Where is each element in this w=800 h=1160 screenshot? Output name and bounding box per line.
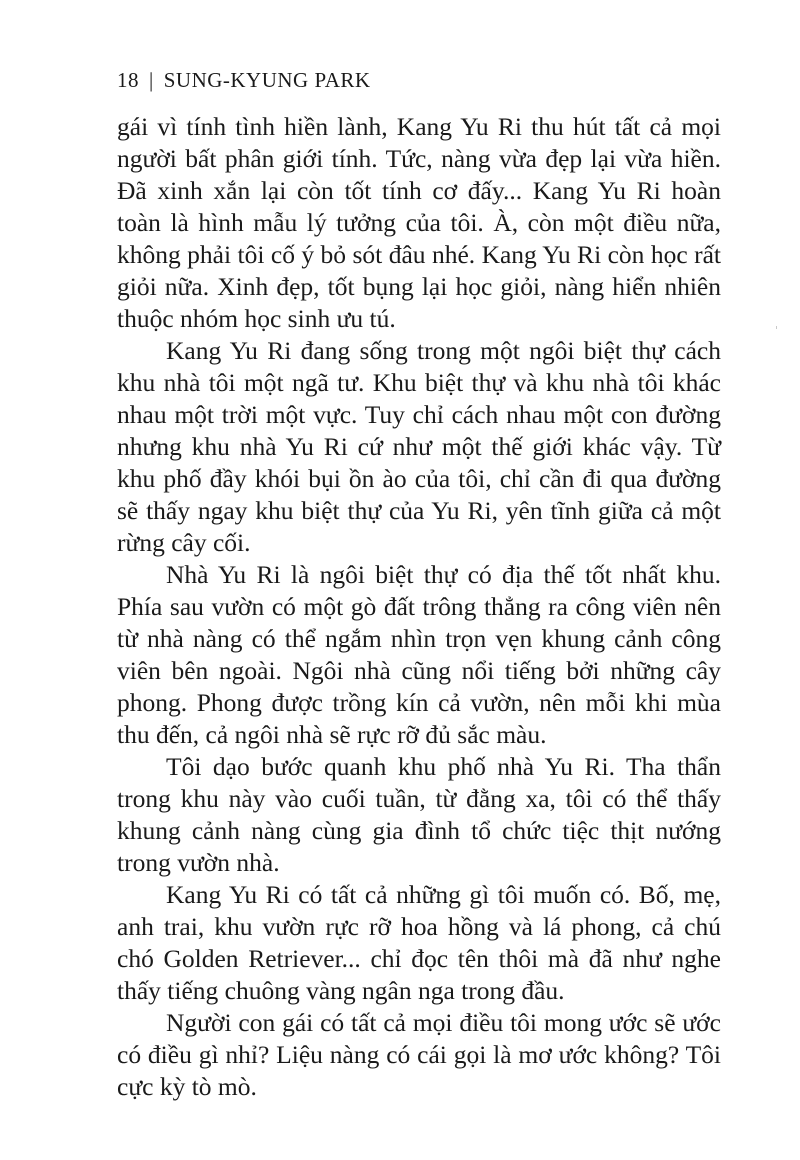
text-line: sẽ thấy ngay khu biệt thự của Yu Ri, yên tĩnh giữa cả một xyxy=(117,496,721,525)
text-line: Kang Yu Ri có tất cả những gì tôi muốn có. Bố, mẹ, xyxy=(166,880,721,909)
author-name: SUNG-KYUNG PARK xyxy=(163,68,371,92)
text-line: giỏi nữa. Xinh đẹp, tốt bụng lại học giỏi, nàng hiển nhiên xyxy=(117,272,721,301)
text-line: trong vườn nhà. xyxy=(117,848,280,877)
text-line: Người con gái có tất cả mọi điều tôi mong ước sẽ ước xyxy=(166,1008,721,1037)
body-text xyxy=(117,111,721,1103)
page-number: 18 xyxy=(117,68,139,92)
text-line: khu nhà tôi một ngã tư. Khu biệt thự và khu nhà tôi khác xyxy=(117,368,721,397)
text-line: gái vì tính tình hiền lành, Kang Yu Ri thu hút tất cả mọi xyxy=(117,112,721,141)
text-line: Kang Yu Ri đang sống trong một ngôi biệt thự cách xyxy=(166,336,721,365)
text-line: thuộc nhóm học sinh ưu tú. xyxy=(117,304,396,333)
text-line: toàn là hình mẫu lý tưởng của tôi. À, còn một điều nữa, xyxy=(117,208,721,237)
text-line: người bất phân giới tính. Tức, nàng vừa đẹp lại vừa hiền. xyxy=(117,144,721,173)
text-line: cực kỳ tò mò. xyxy=(117,1072,257,1101)
text-line: trong khu này vào cuối tuần, từ đằng xa, tôi có thể thấy xyxy=(117,784,721,813)
running-head xyxy=(117,64,371,96)
paragraph xyxy=(117,879,721,1007)
text-line: anh trai, khu vườn rực rỡ hoa hồng và lá phong, cả chú xyxy=(117,912,721,941)
text-line: viên bên ngoài. Ngôi nhà cũng nổi tiếng bởi những cây xyxy=(117,656,721,685)
text-line: Nhà Yu Ri là ngôi biệt thự có địa thế tốt nhất khu. xyxy=(166,560,721,589)
text-line: phong. Phong được trồng kín cả vườn, nên mỗi khi mùa xyxy=(117,688,721,717)
text-line: Tôi dạo bước quanh khu phố nhà Yu Ri. Tha thẩn xyxy=(166,752,721,781)
paragraph xyxy=(117,1007,721,1103)
text-line: không phải tôi cố ý bỏ sót đâu nhé. Kang Yu Ri còn học rất xyxy=(117,240,721,269)
text-line: rừng cây cối. xyxy=(117,528,251,557)
text-line: Phía sau vườn có một gò đất trông thẳng ra công viên nên xyxy=(117,592,721,621)
text-line: thu đến, cả ngôi nhà sẽ rực rỡ đủ sắc màu. xyxy=(117,720,547,749)
text-line: từ nhà nàng có thể ngắm nhìn trọn vẹn khung cảnh công xyxy=(117,624,721,653)
header-separator: | xyxy=(149,68,154,92)
paragraph xyxy=(117,559,721,751)
scan-speck xyxy=(776,326,777,329)
paragraph xyxy=(117,335,721,559)
paragraph xyxy=(117,751,721,879)
text-line: nhau một trời một vực. Tuy chỉ cách nhau một con đường xyxy=(117,400,721,429)
text-line: có điều gì nhỉ? Liệu nàng có cái gọi là mơ ước không? Tôi xyxy=(117,1040,721,1069)
text-line: nhưng khu nhà Yu Ri cứ như một thế giới khác vậy. Từ xyxy=(117,432,721,461)
text-line: thấy tiếng chuông vàng ngân nga trong đầu. xyxy=(117,976,565,1005)
text-line: khung cảnh nàng cùng gia đình tổ chức tiệc thịt nướng xyxy=(117,816,721,845)
text-line: khu phố đầy khói bụi ồn ào của tôi, chỉ cần đi qua đường xyxy=(117,464,721,493)
paragraph xyxy=(117,111,721,335)
text-line: chó Golden Retriever... chỉ đọc tên thôi mà đã như nghe xyxy=(117,944,721,973)
text-line: Đã xinh xắn lại còn tốt tính cơ đấy... Kang Yu Ri hoàn xyxy=(117,176,721,205)
